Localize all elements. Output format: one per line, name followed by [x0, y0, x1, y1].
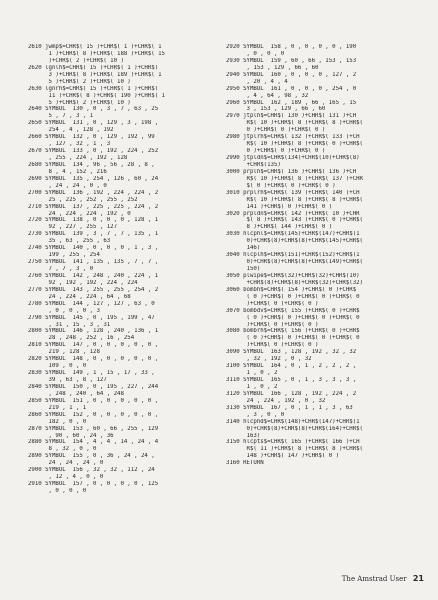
code-line: 92 , 227 , 255 , 127	[28, 224, 118, 231]
code-line: +CHR$(135)	[226, 161, 281, 168]
code-line: , 127 , 32 , 1 , 3	[28, 141, 111, 148]
code-line: 24 , 24 , 24 , 0	[28, 460, 104, 467]
code-line: 0)+CHR$(8)+CHR$(8)+CHR$(145)+CHR$(	[226, 238, 363, 245]
code-line: 2610 jwmp$=CHR$( 15 )+CHR$( 1 )+CHR$( 1	[28, 44, 162, 50]
code-line: 25 , 225 , 252 , 255 , 252	[28, 196, 138, 203]
code-line: , 255 , 224 , 192 , 128	[28, 155, 128, 161]
code-line: , 0 , 0 , 0	[28, 488, 87, 494]
code-line: 24 , 224 , 224 , 192 , 0	[28, 210, 131, 217]
code-line: R$( 10 )+CHR$( 8 )+CHR$( 0 )+CHR$(	[226, 141, 363, 148]
code-line: 3160 RETURN	[226, 460, 264, 467]
code-line: 2710 SYMBOL 137 , 225 , 225 , 224 , 2	[28, 203, 159, 210]
code-line: 3120 SYMBOL 166 , 128 , 192 , 224 , 2	[226, 390, 357, 397]
code-line: 2920 SYMBOL 158 , 0 , 0 , 0 , 0 , 190	[226, 44, 357, 50]
code-line: 2740 SYMBOL 140 , 0 , 0 , 0 , 1 , 3 ,	[28, 245, 159, 252]
code-line: , 3 , 0 , 0	[226, 411, 285, 418]
code-line: 2850 SYMBOL 151 , 0 , 0 , 0 , 0 , 0 ,	[28, 397, 159, 404]
code-line: R$( 10 )+CHR$( 8 )+CHR$( 137 )+CHR	[226, 175, 363, 182]
code-line: , 24 , 24 , 0 , 0	[28, 182, 107, 189]
code-line: 182 , 0 , 0	[28, 418, 87, 425]
code-line: 3130 SYMBOL 167 , 0 , 1 , 1 , 3 , 63	[226, 404, 353, 411]
code-line: 0)+CHR$(8)+CHR$(8)+CHR$(164)+CHR$(	[226, 425, 363, 432]
code-line: 3060 bombh$=CHR$( 154 )+CHR$( 0 )+CHR$	[226, 286, 357, 293]
code-line: 5 )+CHR$( 2 )+CHR$( 10 )	[28, 78, 131, 85]
code-line: 3080 bombrh$=CHR$( 156 )+CHR$( 0 )+CHR$	[226, 328, 360, 335]
code-line: 2890 SYMBOL 155 , 0 , 36 , 24 , 24 ,	[28, 453, 155, 460]
code-line: 3000 prplh$=CHR$( 136 )+CHR$( 136 )+CH	[226, 168, 357, 175]
code-line: ( 0 )+CHR$( 0 )+CHR$( 0 )+CHR$( 0	[226, 335, 360, 342]
code-line: 24 , 224 , 192 , 0 , 32	[226, 397, 326, 404]
code-line: 2780 SYMBOL 144 , 127 , 127 , 63 , 0	[28, 300, 155, 307]
code-line: 150)	[226, 266, 261, 272]
code-line: )+CHR$( 0 )+CHR$( 0 )	[226, 300, 319, 307]
code-line: 2860 SYMBOL 152 , 0 , 0 , 0 , 0 , 0 ,	[28, 411, 159, 418]
code-line: 163)	[226, 432, 261, 439]
publication-name: The Amstrad User	[341, 575, 407, 583]
code-line: R$( 11 )+CHR$( 8 )+CHR$( 8 )+CHR$(	[226, 446, 363, 453]
code-line: 92 , 192 , 192 , 224 , 224	[28, 279, 138, 286]
code-line: 254 , 4 , 128 , 192	[28, 127, 114, 134]
code-line: )+CHR$( 0 )+CHR$( 0 )	[226, 342, 319, 349]
code-line: R$( 10 )+CHR$( 8 )+CHR$( 8 )+CHR$(	[226, 120, 363, 127]
code-line: 2650 SYMBOL 131 , 0 , 129 , 3 , 198 ,	[28, 120, 159, 127]
code-line: 3050 plwipe$=CHR$(32)+CHR$(32)+CHR$(10)	[226, 272, 360, 279]
code-line: 2910 SYMBOL 157 , 0 , 0 , 0 , 0 , 125	[28, 481, 159, 488]
code-line: 2640 SYMBOL 130 , 0 , 3 , 7 , 63 , 25	[28, 106, 159, 113]
code-line: 28 , 248 , 252 , 16 , 254	[28, 335, 135, 342]
code-line: 24 , 224 , 224 , 64 , 68	[28, 293, 131, 300]
code-line: R$( 10 )+CHR$( 8 )+CHR$( 8 )+CHR$(	[226, 196, 363, 203]
code-line: 2660 SYMBOL 132 , 0 , 129 , 192 , 99	[28, 134, 155, 141]
code-line: 3020 prpldn$=CHR$( 142 )+CHR$( 10 )+CHR	[226, 210, 360, 217]
code-line: , 12 , 4 , 0 , 0	[28, 474, 104, 481]
code-line: 3040 hlcplh$=CHR$(151)+CHR$(152)+CHR$(1	[226, 252, 360, 259]
code-line: 3 , 153 , 129 , 66 , 60	[226, 106, 326, 113]
code-line: 0 )+CHR$( 0 )+CHR$( 0 )	[226, 148, 326, 155]
code-line: ( 0 )+CHR$( 0 )+CHR$( 0 )+CHR$( 0	[226, 293, 360, 300]
code-line: 3100 SYMBOL 164 , 0 , 1 , 2 , 2 , 2 ,	[226, 363, 357, 370]
code-line: 5 )+CHR$( 2 )+CHR$( 10 )	[28, 99, 131, 106]
code-line: )+CHR$( 2 )+CHR$( 10 )	[28, 57, 124, 64]
code-line: 199 , 255 , 254	[28, 252, 100, 259]
code-line: +CHR$(8)+CHR$(8)+CHR$(32)+CHR$(32)	[226, 279, 363, 286]
code-line: 35 , 63 , 255 , 63	[28, 238, 111, 245]
code-line: 3 )+CHR$( 8 )+CHR$( 189 )+CHR$( 1	[28, 71, 162, 78]
code-line: 7 , 7 , 3 , 0	[28, 266, 94, 272]
code-line: 148 )+CHR$( 147 )+CHR$( 0 )	[226, 453, 339, 460]
code-line: 141 )+CHR$( 0 )+CHR$( 0 )	[226, 203, 333, 210]
code-line: 1 )+CHR$( 8 )+CHR$( 188 )+CHR$( 15	[28, 50, 165, 57]
code-line: ( 0 )+CHR$( 0 )+CHR$( 0 )+CHR$( 0	[226, 314, 360, 321]
code-line: 3030 hlcphl$=CHR$(145)+CHR$(147)+CHR$(1	[226, 231, 360, 238]
code-line: 3140 hlcphd$=CHR$(148)+CHR$(147)+CHR$(1	[226, 418, 360, 425]
code-line: 2840 SYMBOL 150 , 0 , 195 , 227 , 244	[28, 383, 159, 390]
code-line: , 248 , 240 , 64 , 248	[28, 390, 124, 397]
code-line: 3150 hlcpts$=CHR$( 165 )+CHR$( 166 )+CH	[226, 439, 360, 446]
code-line: , 90 , 60 , 24 , 36	[28, 432, 114, 439]
code-line: 3110 SYMBOL 165 , 0 , 1 , 3 , 3 , 3 ,	[226, 377, 357, 383]
code-line: 3010 prplrh$=CHR$( 139 )+CHR$( 140 )+CH	[226, 189, 360, 196]
code-line: 2670 SYMBOL 133 , 0 , 192 , 224 , 252	[28, 148, 159, 155]
code-line: )+CHR$( 0 )+CHR$( 0 )	[226, 321, 319, 328]
code-line: 2970 jtplh$=CHR$( 130 )+CHR$( 131 )+CH	[226, 113, 357, 120]
code-line: 2960 SYMBOL 162 , 189 , 66 , 165 , 15	[226, 99, 357, 106]
code-line: 219 , 1 , 1	[28, 404, 87, 411]
code-line: 2750 SYMBOL 141 , 135 , 135 , 7 , 7 ,	[28, 259, 159, 266]
code-line: 2730 SYMBOL 139 , 3 , 7 , 7 , 135 , 1	[28, 231, 159, 238]
code-line: $( 0 )+CHR$( 0 )+CHR$( 0 )	[226, 182, 336, 189]
code-line: 0)+CHR$(8)+CHR$(8)+CHR$(149)+CHR$(	[226, 259, 363, 266]
code-line: 2820 SYMBOL 148 , 0 , 0 , 0 , 0 , 0 ,	[28, 356, 159, 363]
code-line: 109 , 0 , 0	[28, 363, 87, 370]
code-line: 2800 SYMBOL 146 , 128 , 240 , 136 , 1	[28, 328, 159, 335]
code-line: 2950 SYMBOL 161 , 0 , 0 , 0 , 254 , 0	[226, 85, 357, 92]
code-line: 8 , 4 , 152 , 216	[28, 168, 107, 175]
code-line: 3090 SYMBOL 163 , 128 , 192 , 32 , 32	[226, 349, 357, 356]
code-line: 2900 SYMBOL 156 , 32 , 32 , 112 , 24	[28, 467, 155, 474]
code-line: , 4 , 64 , 98 , 32	[226, 92, 309, 99]
listing-column-right	[226, 44, 426, 467]
code-line: 2830 SYMBOL 149 , 1 , 15 , 17 , 33 ,	[28, 370, 155, 377]
code-line: 2760 SYMBOL 142 , 248 , 240 , 224 , 1	[28, 272, 159, 279]
listing-column-left	[28, 44, 214, 495]
code-line: 2680 SYMBOL 134 , 96 , 56 , 28 , 8 ,	[28, 161, 155, 168]
code-line: 2980 jtplrh$=CHR$( 132 )+CHR$( 133 )+CH	[226, 134, 360, 141]
code-line: 2720 SYMBOL 138 , 0 , 0 , 0 , 128 , 1	[28, 217, 159, 224]
code-line: 2690 SYMBOL 135 , 254 , 126 , 60 , 24	[28, 175, 159, 182]
code-line: , 20 , 4 , 4	[226, 78, 288, 85]
code-line: $( 8 )+CHR$( 143 )+CHR$( 0 )+CHR$(	[226, 217, 363, 224]
code-line: , 0 , 0 , 0	[226, 50, 285, 57]
code-line: 0 )+CHR$( 0 )+CHR$( 0 )	[226, 127, 326, 134]
code-line: 2630 lgnrh$=CHR$( 15 )+CHR$( 1 )+CHR$(	[28, 85, 159, 92]
code-line: 2790 SYMBOL 145 , 0 , 195 , 199 , 47	[28, 314, 155, 321]
code-line: , 0 , 0 , 0 , 3	[28, 307, 100, 314]
code-line: , 31 , 15 , 3 , 31	[28, 321, 111, 328]
code-line: 2770 SYMBOL 143 , 255 , 255 , 254 , 2	[28, 286, 159, 293]
code-line: 2810 SYMBOL 147 , 0 , 0 , 0 , 0 , 0 ,	[28, 342, 159, 349]
code-line: 2930 SYMBOL 159 , 60 , 66 , 153 , 153	[226, 57, 357, 64]
code-line: 3070 bombdv$=CHR$( 155 )+CHR$( 0 )+CHR$	[226, 307, 360, 314]
code-line: 2870 SYMBOL 153 , 60 , 66 , 255 , 129	[28, 425, 159, 432]
code-line: 1 , 0 , 2	[226, 383, 278, 390]
page-footer	[342, 574, 424, 583]
code-line: 146)	[226, 245, 261, 252]
code-line: 39 , 63 , 8 , 127	[28, 377, 107, 383]
code-line: 5 , 7 , 3 , 1	[28, 113, 94, 120]
code-line: , 153 , 129 , 66 , 60	[226, 64, 319, 71]
page-number: 21	[412, 574, 424, 583]
code-line: 2880 SYMBOL 154 , 4 , 4 , 14 , 24 , 4	[28, 439, 159, 446]
code-line: 219 , 128 , 128	[28, 349, 100, 356]
code-line: 2700 SYMBOL 136 , 192 , 224 , 224 , 2	[28, 189, 159, 196]
code-line: 2620 lgnlh$=CHR$( 15 )+CHR$( 1 )+CHR$(	[28, 64, 159, 71]
code-line: 1 , 0 , 2	[226, 370, 278, 377]
code-line: 2940 SYMBOL 160 , 0 , 0 , 0 , 127 , 2	[226, 71, 357, 78]
code-line: 8 )+CHR$( 144 )+CHR$( 0 )	[226, 224, 333, 231]
code-line: 8 , 32 , 0 , 0	[28, 446, 97, 453]
code-line: 11 )+CHR$( 8 )+CHR$( 190 )+CHR$( 1	[28, 92, 165, 99]
code-line: 2990 jtpldn$=CHR$(134)+CHR$(10)+CHR$(8)	[226, 155, 360, 161]
code-line: , 32 , 192 , 0 , 32	[226, 356, 312, 363]
